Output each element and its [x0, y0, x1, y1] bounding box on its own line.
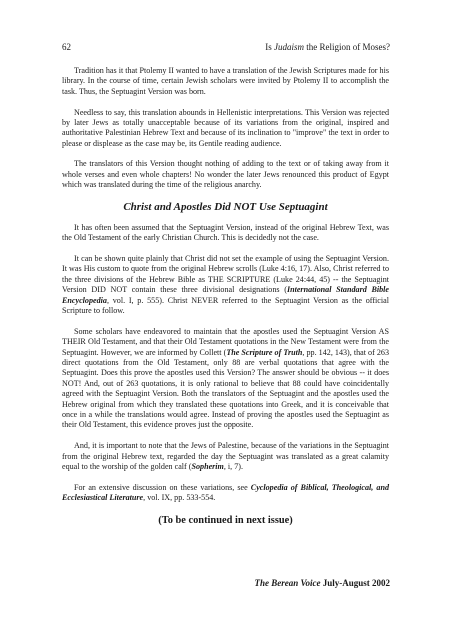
text-run: , pp. 142, 143), that of 263 direct quotations from the Old Testament, only 88 are verbal quotations that agree with the Septuagint. Does this prove the apostles used this Version? The answer should be obvious -- it does NOT! And, out of 263 quotations, it is only rational to believe that 88 could have coincidentally agreed with the Septuagint Version. Both the translators of the Septuagint and the apostles used the Hebrew original from which they translated these quotations into Greek, and it is conceivable that once in a while the translations would agree. Instead of proving the apostles used the Septuagint as their Old Testament, this evidence proves just the opposite.	[62, 347, 389, 430]
publication-name: The Berean Voice	[254, 578, 321, 588]
paragraph-palestine-jews	[62, 441, 389, 472]
running-title	[265, 42, 390, 52]
continued-note: (To be continued in next issue)	[158, 514, 293, 526]
article-body	[62, 66, 389, 527]
text-run: Some scholars have endeavored to maintain that the apostles used the Septuagint Version AS THEIR Old Testament, and that their Old Testament quotations in the New Testament were from the Septuagint. However, we are informed by Collett (	[62, 326, 389, 357]
text-run: And, it is important to note that the Jews of Palestine, because of the variations in the Septuagint from the original Hebrew text, regarded the day the Septuagint was translated as a great calamity equal to the worship of the golden calf (	[62, 441, 389, 471]
citation-cyclopedia: Cyclopedia of Biblical, Theological, and Ecclesiastical Literature	[62, 482, 389, 503]
text-run: It can be shown quite plainly that Christ did not set the example of using the Septuagint Version. It was His custom to quote from the original Hebrew scrolls (Luke 4:16, 17). Also, Christ referred to the three divisions of the Hebrew Bible as THE SCRIPTURE (Luke 24:44, 45) -- the Septuagint Version DID NOT contain these three divisional designations (	[62, 254, 389, 295]
text-run: , vol. IX, pp. 533-554.	[143, 493, 216, 503]
paragraph-assumption: It has often been assumed that the Septuagint Version, instead of the original Hebrew Text, was the Old Testament of the early Christian Church. This is decidedly not the case.	[62, 222, 389, 243]
citation-sopherim: Sopherim	[191, 461, 224, 471]
issue-date: July-August 2002	[320, 578, 390, 588]
citation-scripture-of-truth: The Scripture of Truth	[226, 347, 303, 357]
text-run: For an extensive discussion on these variations, see	[74, 482, 251, 492]
paragraph-further-reading	[62, 483, 389, 504]
section-heading: Christ and Apostles Did NOT Use Septuagint	[123, 200, 328, 213]
paragraph-christ-example	[62, 254, 389, 316]
paragraph-apostles	[62, 327, 389, 431]
text-run: , i, 7).	[223, 461, 243, 471]
running-title-emphasis: Judaism	[274, 42, 304, 52]
page-footer	[254, 578, 390, 588]
page-number: 62	[62, 42, 71, 52]
paragraph-hellenistic: Needless to say, this translation abounds in Hellenistic interpretations. This Version was rejected by later Jews as totally unacceptable because of its variations from the original, inspired and authoritative Palestinian Hebrew Text and because of its inclination to "improve" the text in order to please or displease as the case may be, its Gentile reading audience.	[62, 107, 389, 148]
running-header	[62, 42, 390, 54]
paragraph-ptolemy: Tradition has it that Ptolemy II wanted to have a translation of the Jewish Scriptures made for his library. In the course of time, certain Jewish scholars were invited by Ptolemy II to accomplish the task. Thus, the Septuagint Version was born.	[62, 66, 389, 96]
running-title-post: the Religion of Moses?	[304, 42, 390, 52]
citation-isbe: International Standard Bible Encyclopedia	[62, 285, 389, 305]
text-run: , vol. I, p. 555). Christ NEVER referred to the Septuagint Version as the official Scripture to follow.	[62, 295, 389, 316]
paragraph-translators: The translators of this Version thought nothing of adding to the text or of taking away from it whole verses and even whole chapters! No wonder the later Jews renounced this product of Egypt which was translated during the time of the religious anarchy.	[62, 159, 389, 190]
running-title-pre: Is	[265, 42, 274, 52]
